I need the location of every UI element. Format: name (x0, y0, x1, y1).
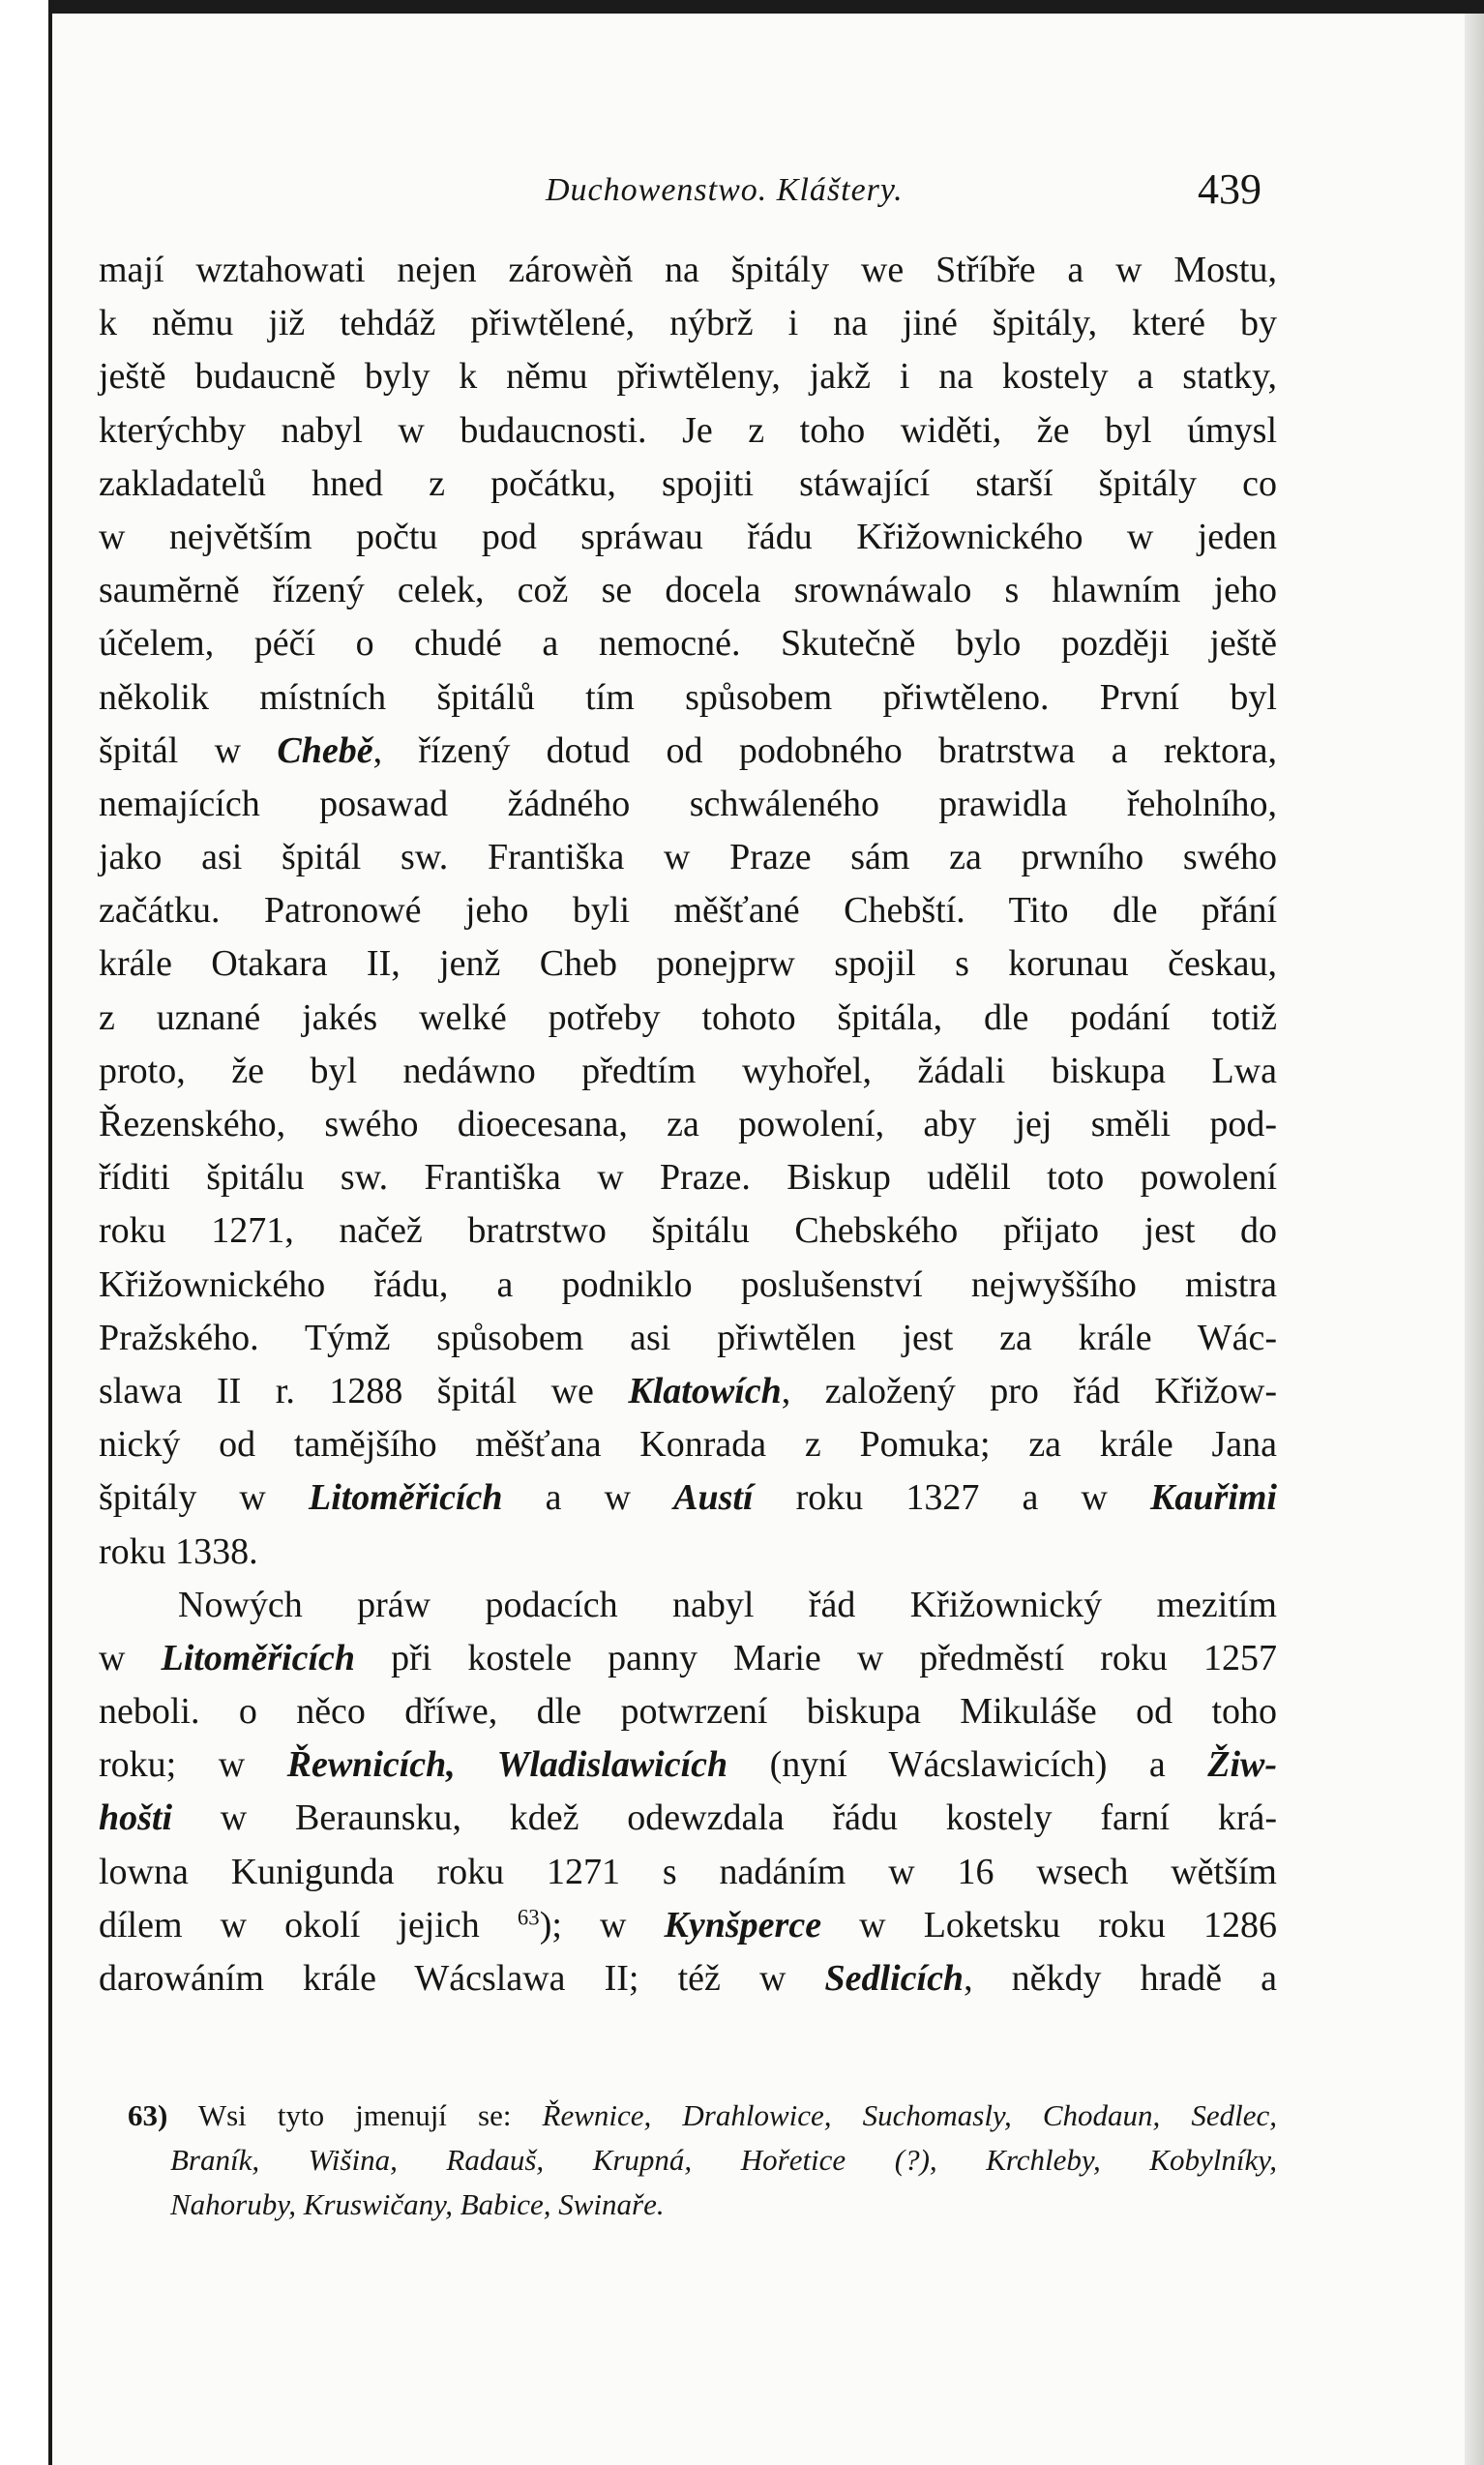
text-line: Křižownického řádu, a podniklo poslušenství nejwyššího mistra (99, 1263, 1277, 1305)
place-name-klatovy: Klatowích (628, 1370, 782, 1411)
text-line: Pražského. Týmž spůsobem asi přiwtělen jest za krále Wác- (99, 1317, 1277, 1358)
footnote-marker: 63) (128, 2098, 168, 2132)
text-line: několik místních špitálů tím spůsobem přiwtěleno. První byl (99, 676, 1277, 718)
text-line: krále Otakara II, jenž Cheb ponejprw spojil s korunau českau, (99, 943, 1277, 985)
footnote-line: Braník, Wišina, Radauš, Krupná, Hořetice (?), Krchleby, Kobylníky, (170, 2143, 1277, 2177)
text-line: neboli. o něco dříwe, dle potwrzení biskupa Mikuláše od toho (99, 1691, 1277, 1733)
text-line: slawa II r. 1288 špitál we Klatowích, založený pro řád Křižow- (99, 1370, 1277, 1411)
text-line: roku; w Řewnicích, Wladislawicích (nyní Wácslawicích) a Žiw- (99, 1744, 1278, 1786)
text-line: začátku. Patronowé jeho byli měšťané Chebští. Tito dle přání (99, 890, 1277, 932)
text-line: kterýchby nabyl w budaucnosti. Je z toho widěti, že byl úmysl (99, 409, 1277, 451)
text-line: z uznané jakés welké potřeby tohoto špitála, dle podání totiž (99, 996, 1277, 1038)
text-line: dílem w okolí jejich $^{63}$); w Kynšperce w Loketsku roku 1286 (99, 1904, 1277, 1945)
body-text (99, 244, 1277, 2005)
paragraph-start-line: Nowých práw podacích nabyl řád Křižownický mezitím (178, 1584, 1277, 1625)
place-name-kynsperk: Kynšperce (664, 1904, 822, 1945)
place-name-cheb: Chebě (277, 729, 373, 771)
text-line: saumĕrně řízený celek, což se docela srownáwalo s hlawním jeho (99, 570, 1277, 611)
text-line: roku 1271, načež bratrstwo špitálu Chebského přijato jest do (99, 1210, 1277, 1252)
place-name-zivhost: Žiw- (1207, 1744, 1278, 1786)
running-head: Duchowenstwo. Kláštery. (546, 172, 904, 208)
footnote-block (128, 2094, 1277, 2227)
text-line: proto, že byl nedáwno předtím wyhořel, žádali biskupa Lwa (99, 1050, 1277, 1091)
text-line: hošti w Beraunsku, kdež odewzdala řádu kostely farní krá- (99, 1797, 1277, 1839)
text-line: nemajících posawad žádného schwáleného prawidla řeholního, (99, 783, 1277, 824)
book-page (52, 0, 1484, 2465)
text-line: roku 1338. (99, 1530, 258, 1572)
place-name-usti: Austí (673, 1477, 754, 1519)
footnote-reference: 63 (517, 1905, 540, 1930)
text-line: ještě budaucně byly k němu přiwtěleny, jakž i na kostely a statky, (99, 356, 1277, 398)
book-spine (0, 0, 52, 2465)
text-line: říditi špitálu sw. Františka w Praze. Biskup udělil toto powolení (99, 1157, 1277, 1199)
page-number: 439 (1198, 165, 1261, 213)
text-line: w Litoměřicích při kostele panny Marie w předměstí roku 1257 (99, 1637, 1277, 1678)
place-name-kourim: Kauřimi (1150, 1477, 1277, 1519)
text-line: darowáním krále Wácslawa II; též w Sedlicích, někdy hradě a (99, 1958, 1277, 1999)
page-header (488, 159, 1261, 217)
text-line: jako asi špitál sw. Františka w Praze sám za prwního swého (99, 837, 1277, 878)
text-line: zakladatelů hned z počátku, spojiti stáwající starší špitály co (99, 462, 1277, 504)
place-name-litomerice: Litoměřicích (161, 1637, 356, 1678)
place-name-litomerice: Litoměřicích (308, 1477, 503, 1519)
text-line: k němu již tehdáž přiwtělené, nýbrž i na jiné špitály, které by (99, 303, 1277, 344)
text-line: lowna Kunigunda roku 1271 s nadáním w 16 wsech wětším (99, 1851, 1277, 1892)
place-name-zivhost-cont: hošti (99, 1797, 173, 1839)
text-line: w největším počtu pod spráwau řádu Křižownického w jeden (99, 516, 1277, 557)
footnote-line: Nahoruby, Kruswičany, Babice, Swinaře. (170, 2187, 665, 2221)
place-name-revnice: Řewnicích, Wladislawicích (286, 1744, 728, 1786)
footnote-line: 63) Wsi tyto jmenují se: Řewnice, Drahlowice, Suchomasly, Chodaun, Sedlec, (128, 2098, 1277, 2132)
text-line: mají wztahowati nejen zárowèň na špitály we Stříbře a w Mostu, (99, 250, 1277, 290)
text-line: nický od tamějšího měšťana Konrada z Pomuka; za krále Jana (99, 1424, 1277, 1466)
text-line: účelem, péčí o chudé a nemocné. Skutečně bylo později ještě (99, 623, 1277, 665)
text-line: Řezenského, swého dioecesana, za powolení, aby jej směli pod- (99, 1104, 1277, 1144)
place-name-sedlec: Sedlicích (824, 1958, 965, 1999)
text-line: špitál w Chebě, řízený dotud od podobného bratrstwa a rektora, (99, 729, 1277, 771)
text-line: špitály w Litoměřicích a w Austí roku 1327 a w Kauřimi (99, 1477, 1277, 1519)
